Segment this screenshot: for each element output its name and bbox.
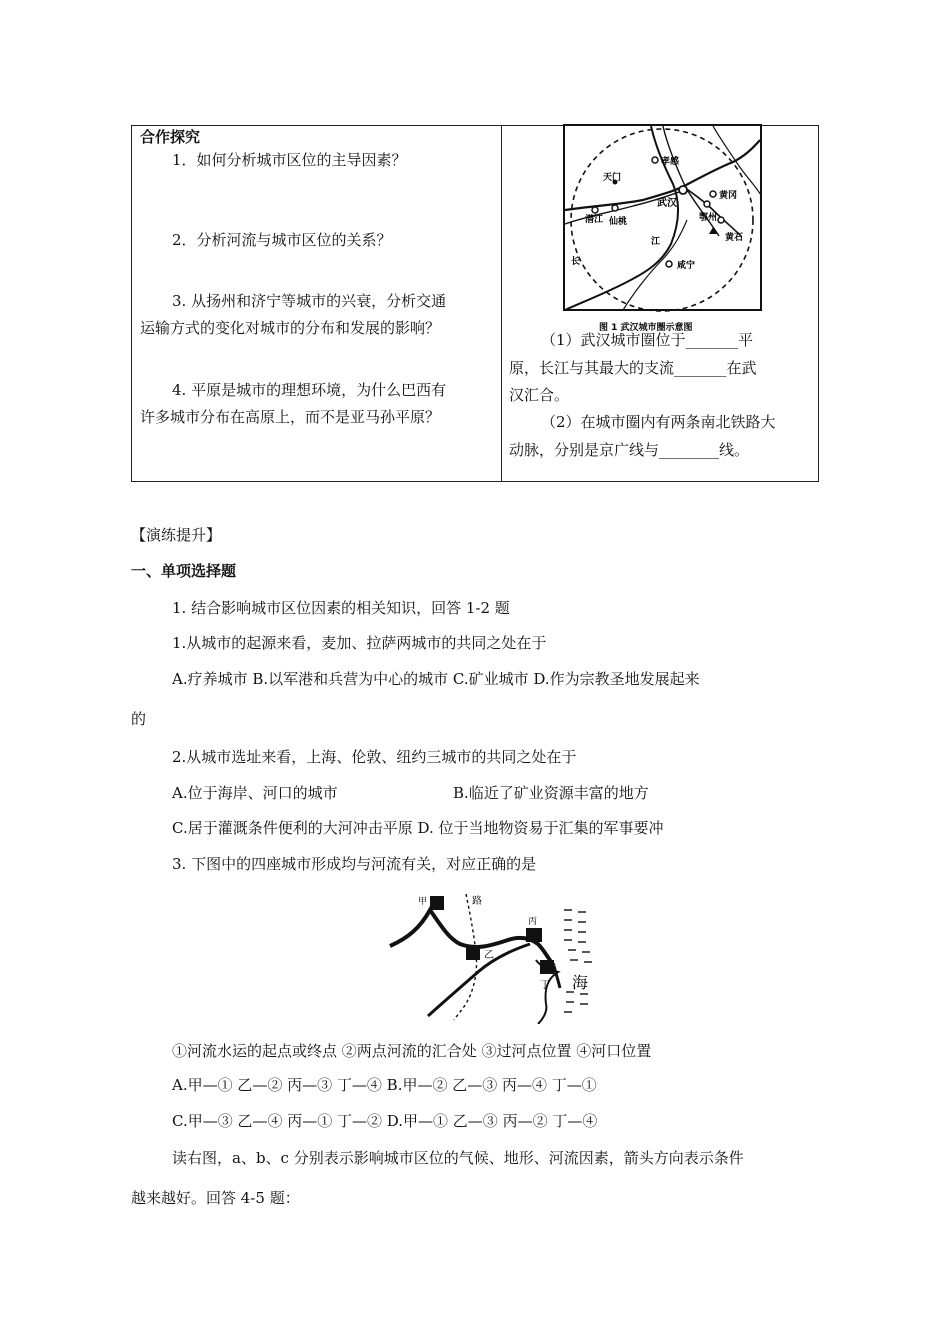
city-bing-marker: [526, 928, 542, 942]
label-xiantao: 仙桃: [609, 217, 628, 227]
label-tianmen: 天门: [603, 173, 622, 183]
question-3: 3. 下图中的四座城市形成均与河流有关，对应正确的是: [172, 855, 537, 873]
label-jiang: 江: [651, 237, 661, 247]
map-question-1-line2: 原，长江与其最大的支流_______在武: [509, 359, 757, 377]
city-yi-marker: [466, 946, 480, 960]
label-yi: 乙: [484, 950, 494, 961]
table-divider: [501, 126, 502, 481]
label-jia: 甲: [418, 897, 428, 907]
question-1-options-wrap: 的: [131, 710, 147, 728]
coop-question-3-line1: 3. 从扬州和济宁等城市的兴衰，分析交通: [172, 292, 447, 310]
coop-question-1: 1．如何分析城市区位的主导因素？: [172, 151, 407, 169]
city-jia-marker: [430, 896, 444, 910]
label-wuhan: 武汉: [657, 198, 677, 209]
label-xianning: 咸宁: [677, 261, 696, 271]
label-ding: 丁: [540, 980, 550, 991]
question-3-options-cd: C.甲—③ 乙—④ 丙—① 丁—② D.甲—① 乙—③ 丙—② 丁—④: [172, 1112, 598, 1130]
coop-question-4-line2: 许多城市分布在高原上，而不是亚马孙平原？: [140, 408, 441, 426]
map-question-1-line3: 汉汇合。: [509, 386, 570, 404]
label-xiaogan: 孝感: [661, 157, 680, 167]
river-cities-map: [388, 888, 610, 1024]
question-3-items: ①河流水运的起点或终点 ②两点河流的汇合处 ③过河点位置 ④河口位置: [172, 1042, 652, 1060]
xiaogan-marker: [652, 157, 658, 163]
label-qianjiang: 潜江: [585, 215, 604, 225]
question-1: 1.从城市的起源来看，麦加、拉萨两城市的共同之处在于: [172, 634, 547, 652]
section-bracket-title: 【演练提升】: [131, 526, 222, 544]
ezhou-marker: [704, 201, 710, 207]
label-huanggang: 黄冈: [719, 191, 738, 201]
reading-instruction-line1: 读右图，a、b、c 分别表示影响城市区位的气候、地形、河流因素，箭头方向表示条件: [172, 1149, 744, 1167]
coop-question-4-line1: 4. 平原是城市的理想环境，为什么巴西有: [172, 381, 447, 399]
map-caption: 图 1 武汉城市圈示意图: [599, 323, 693, 333]
label-lu: 路: [472, 896, 482, 907]
xiantao-marker: [612, 205, 618, 211]
coop-question-3-line2: 运输方式的变化对城市的分布和发展的影响？: [140, 319, 441, 337]
label-huangshi: 黄石: [725, 233, 744, 243]
question-2-option-b: B.临近了矿业资源丰富的地方: [453, 784, 649, 802]
label-ezhou: 鄂州: [699, 213, 718, 223]
huanggang-marker: [710, 191, 716, 197]
label-chang: 长: [571, 257, 581, 267]
map-question-2-line2: 动脉，分别是京广线与________线。: [509, 441, 750, 459]
map-question-2-line1: （2）在城市圈内有两条南北铁路大: [541, 413, 776, 431]
question-1-options: A.疗养城市 B.以军港和兵营为中心的城市 C.矿业城市 D.作为宗教圣地发展起来: [172, 670, 700, 688]
city-ding-marker: [540, 960, 554, 974]
section-title: 一、单项选择题: [131, 562, 237, 580]
question-2: 2.从城市选址来看，上海、伦敦、纽约三城市的共同之处在于: [172, 748, 577, 766]
coop-heading: 合作探究: [140, 128, 201, 146]
huangshi-marker: [718, 217, 724, 223]
wuhan-map: [563, 124, 763, 336]
question-3-options-ab: A.甲—① 乙—② 丙—③ 丁—④ B.甲—② 乙—③ 丙—④ 丁—①: [172, 1076, 597, 1094]
wuhan-marker: [679, 186, 687, 194]
label-hai: 海: [572, 973, 589, 992]
reading-instruction-line2: 越来越好。回答 4-5 题：: [131, 1189, 300, 1207]
group-intro: 1. 结合影响城市区位因素的相关知识，回答 1-2 题: [172, 599, 510, 617]
coop-question-2: 2．分析河流与城市区位的关系？: [172, 231, 392, 249]
map-question-1-line1: （1）武汉城市圈位于_______平: [541, 331, 754, 349]
sea-hatching: [564, 910, 592, 1012]
question-2-options-cd: C.居于灌溉条件便利的大河冲击平原 D. 位于当地物资易于汇集的军事要冲: [172, 819, 664, 837]
river-mouth: [554, 966, 560, 988]
question-2-option-a: A.位于海岸、河口的城市: [172, 784, 338, 802]
qianjiang-marker: [592, 207, 598, 213]
xianning-marker: [666, 261, 672, 267]
label-bing: 丙: [528, 917, 538, 927]
